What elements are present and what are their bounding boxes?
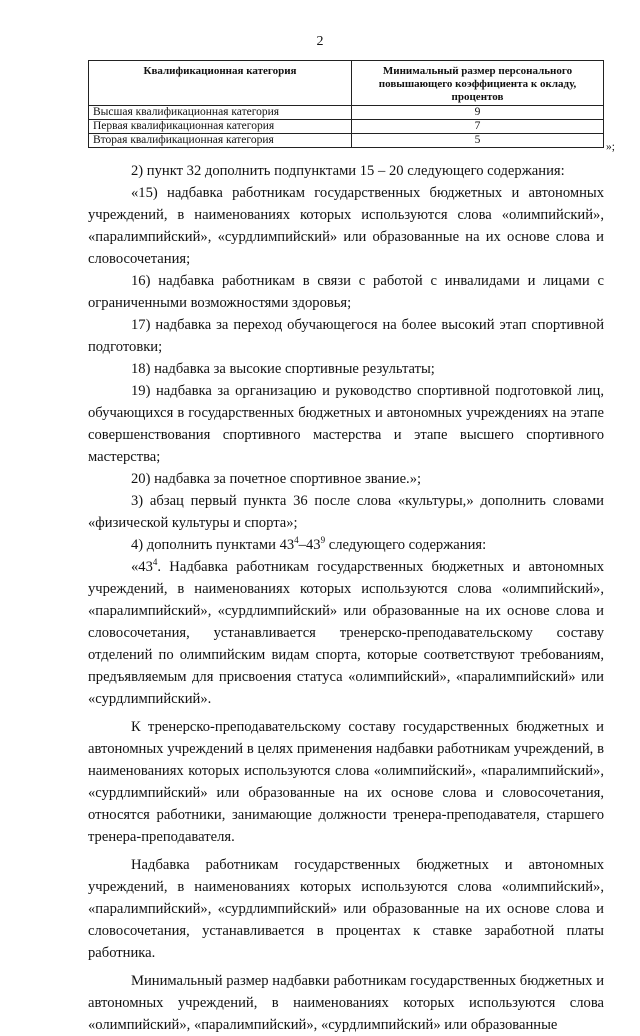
paragraph: 20) надбавка за почетное спортивное звание.»; — [131, 471, 422, 487]
table-cell-category: Первая квалификационная категория — [89, 120, 352, 134]
table-header-category: Квалификационная категория — [89, 61, 352, 106]
paragraph — [88, 534, 604, 556]
paragraph: Минимальный размер надбавки работникам государственных бюджетных и автономных учреждений, в наименованиях которых используются слова «олимпийский», «паралимпийский», «сурдлимпийский» или образованные — [88, 973, 604, 1033]
superscript: 4 — [294, 535, 299, 545]
table-cell-value: 7 — [352, 120, 604, 134]
paragraph: 17) надбавка за переход обучающегося на более высокий этап спортивной подготовки; — [88, 317, 604, 355]
text-run: «43 — [131, 559, 153, 575]
paragraph: 2) пункт 32 дополнить подпунктами 15 – 20 следующего содержания: — [131, 163, 565, 179]
paragraph: «15) надбавка работникам государственных бюджетных и автономных учреждений, в наименованиях которых используются слова «олимпийский», «паралимпийский», «сурдлимпийский» или образованные на их основе слова и словосочетания; — [88, 185, 604, 267]
table-closing-quote: »; — [606, 141, 615, 153]
table-row — [89, 106, 604, 120]
text-run: . Надбавка работникам государственных бюджетных и автономных учреждений, в наименованиях которых используются слова «олимпийский», «паралимпийский», «сурдлимпийский» или образованные на их основе слова и словосочетания, устанавливается тренерско-преподавательскому составу отделений по олимпийским видам спорта, которые соответствуют требованиям, предъявляемым для присвоения статуса «олимпийский», «паралимпийский» или «сурдлимпийский». — [88, 559, 604, 707]
paragraph: 19) надбавка за организацию и руководство спортивной подготовкой лиц, обучающихся в государственных бюджетных и автономных учреждениях на этапе совершенствования спортивного мастерства и этапе высшего спортивного мастерства; — [88, 383, 604, 465]
table-cell-category: Вторая квалификационная категория — [89, 134, 352, 148]
superscript: 9 — [320, 535, 326, 545]
table-cell-category: Высшая квалификационная категория — [89, 106, 352, 120]
paragraph — [88, 556, 604, 710]
table-header-coefficient: Минимальный размер персонального повышающего коэффициента к окладу, процентов — [352, 61, 604, 106]
text-run: –43 — [298, 537, 321, 553]
text-run: 4) дополнить пунктами 43 — [131, 537, 295, 553]
paragraph: К тренерско-преподавательскому составу государственных бюджетных и автономных учреждений в целях применения надбавки работникам учреждений, в наименованиях которых используются слова «олимпийский», «паралимпийский», «сурдлимпийский» или образованные на их основе слова и словосочетания, относятся работники, занимающие должности тренера-преподавателя, старшего тренера-преподавателя. — [88, 719, 604, 845]
paragraph: 18) надбавка за высокие спортивные результаты; — [131, 361, 435, 377]
superscript: 4 — [152, 557, 158, 567]
table-cell-value: 9 — [352, 106, 604, 120]
paragraph: 3) абзац первый пункта 36 после слова «культуры,» дополнить словами «физической культуры и спорта»; — [88, 493, 604, 531]
paragraph: 16) надбавка работникам в связи с работой с инвалидами и лицами с ограниченными возможностями здоровья; — [88, 273, 604, 311]
table-row — [89, 120, 604, 134]
table-cell-value: 5 — [352, 134, 604, 148]
table-row — [89, 134, 604, 148]
paragraph: Надбавка работникам государственных бюджетных и автономных учреждений, в наименованиях которых используются слова «олимпийский», «паралимпийский», «сурдлимпийский» или образованные на их основе слова и словосочетания, устанавливается в процентах к ставке заработной платы работника. — [88, 857, 604, 961]
page-number: 2 — [316, 34, 324, 49]
qualification-table — [88, 60, 604, 148]
table-header-row — [89, 61, 604, 106]
text-run: следующего содержания: — [325, 537, 487, 553]
